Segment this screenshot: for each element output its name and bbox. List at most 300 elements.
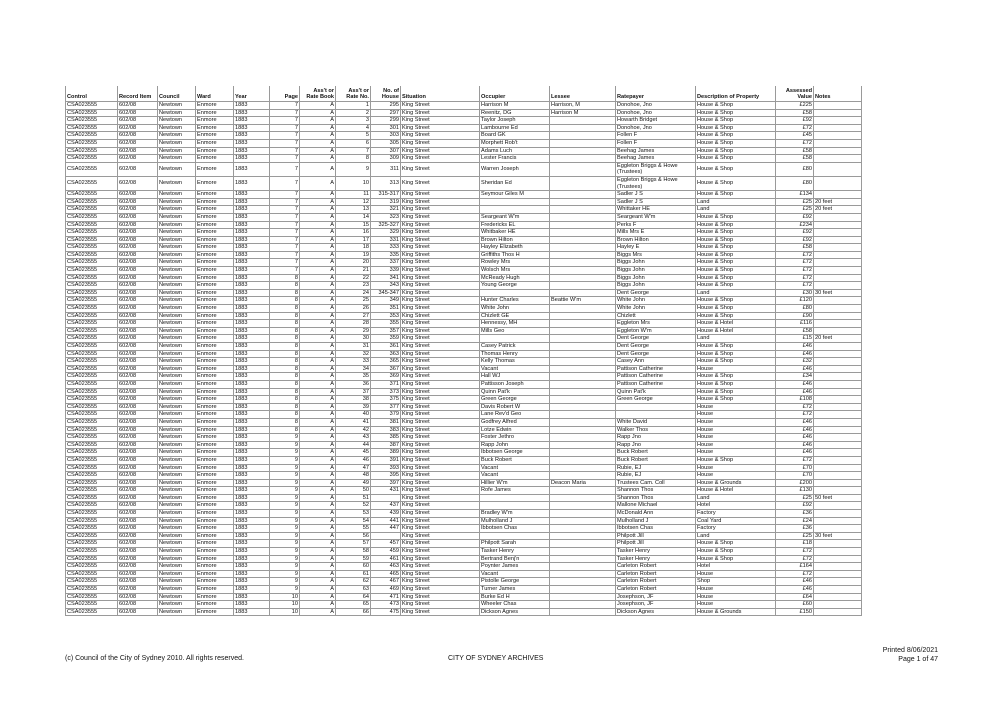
- table-cell: Newtown: [158, 608, 196, 616]
- table-cell: 602/08: [118, 403, 158, 411]
- table-cell: House & Shop: [696, 132, 776, 140]
- table-cell: 7: [270, 251, 300, 259]
- column-header: Situation: [401, 86, 480, 102]
- table-cell: Board GK: [480, 132, 550, 140]
- table-cell: CSA023555: [66, 282, 118, 290]
- table-cell: 7: [270, 132, 300, 140]
- table-cell: Biggs John: [616, 274, 696, 282]
- table-row: [66, 343, 862, 351]
- table-row: [66, 320, 862, 328]
- table-cell: £70: [776, 464, 814, 472]
- table-cell: 602/08: [118, 327, 158, 335]
- table-cell: 7: [270, 124, 300, 132]
- table-cell: 60: [336, 563, 371, 571]
- table-cell: House & Shop: [696, 244, 776, 252]
- table-cell: House & Hotel: [696, 487, 776, 495]
- table-cell: 389: [371, 449, 401, 457]
- table-cell: 1883: [234, 251, 270, 259]
- table-cell: 1883: [234, 274, 270, 282]
- table-cell: [550, 525, 616, 533]
- table-cell: Donohoe, Jno: [616, 124, 696, 132]
- table-cell: House & Shop: [696, 274, 776, 282]
- table-cell: 8: [270, 297, 300, 305]
- table-cell: [814, 320, 862, 328]
- table-cell: Newtown: [158, 139, 196, 147]
- table-cell: [550, 464, 616, 472]
- table-row: [66, 305, 862, 313]
- table-cell: House: [696, 441, 776, 449]
- table-cell: Hayley E: [616, 244, 696, 252]
- table-cell: Enmore: [196, 441, 234, 449]
- table-row: [66, 570, 862, 578]
- table-cell: 602/08: [118, 380, 158, 388]
- table-cell: Donohoe, Jno: [616, 102, 696, 110]
- table-cell: [371, 532, 401, 540]
- table-cell: 602/08: [118, 132, 158, 140]
- table-cell: 9: [270, 578, 300, 586]
- table-cell: £72: [776, 456, 814, 464]
- table-cell: White John: [480, 305, 550, 313]
- table-cell: King Street: [401, 267, 480, 275]
- table-cell: House: [696, 601, 776, 609]
- table-cell: [814, 601, 862, 609]
- table-cell: 602/08: [118, 510, 158, 518]
- table-cell: 9: [270, 456, 300, 464]
- table-cell: Eggleton Briggs & Howe (Trustees): [616, 176, 696, 190]
- table-cell: 8: [270, 396, 300, 404]
- table-cell: Newtown: [158, 162, 196, 176]
- table-cell: [550, 236, 616, 244]
- table-cell: Buck Robert: [480, 456, 550, 464]
- table-cell: [550, 274, 616, 282]
- table-cell: 1883: [234, 608, 270, 616]
- table-cell: A: [300, 570, 336, 578]
- table-cell: 8: [270, 274, 300, 282]
- table-cell: 602/08: [118, 388, 158, 396]
- table-cell: 49: [336, 479, 371, 487]
- table-cell: House: [696, 403, 776, 411]
- table-cell: Newtown: [158, 244, 196, 252]
- table-cell: Newtown: [158, 418, 196, 426]
- table-cell: Newtown: [158, 396, 196, 404]
- table-cell: Newtown: [158, 494, 196, 502]
- table-cell: [814, 373, 862, 381]
- table-cell: Dent George: [616, 335, 696, 343]
- table-cell: 4: [336, 124, 371, 132]
- table-cell: Godfrey Alfred: [480, 418, 550, 426]
- table-cell: 9: [270, 487, 300, 495]
- table-cell: 381: [371, 418, 401, 426]
- table-cell: King Street: [401, 132, 480, 140]
- table-cell: Enmore: [196, 487, 234, 495]
- table-cell: [550, 327, 616, 335]
- table-row: [66, 282, 862, 290]
- table-cell: King Street: [401, 176, 480, 190]
- table-cell: [480, 289, 550, 297]
- table-cell: 8: [270, 320, 300, 328]
- table-cell: House & Hotel: [696, 320, 776, 328]
- table-cell: Hall WJ: [480, 373, 550, 381]
- table-cell: CSA023555: [66, 305, 118, 313]
- table-cell: House: [696, 411, 776, 419]
- table-cell: Howarth Bridget: [616, 117, 696, 125]
- table-cell: 43: [336, 434, 371, 442]
- column-header: No. of House: [371, 86, 401, 102]
- table-cell: Young George: [480, 282, 550, 290]
- table-cell: Enmore: [196, 320, 234, 328]
- table-cell: 602/08: [118, 358, 158, 366]
- table-cell: House & Shop: [696, 312, 776, 320]
- table-cell: 602/08: [118, 191, 158, 199]
- table-cell: CSA023555: [66, 289, 118, 297]
- table-cell: A: [300, 229, 336, 237]
- table-cell: A: [300, 403, 336, 411]
- table-cell: King Street: [401, 327, 480, 335]
- table-cell: 48: [336, 472, 371, 480]
- table-cell: [814, 593, 862, 601]
- table-cell: CSA023555: [66, 472, 118, 480]
- table-cell: King Street: [401, 259, 480, 267]
- table-cell: Sadler J S: [616, 198, 696, 206]
- table-cell: 5: [336, 132, 371, 140]
- table-cell: CSA023555: [66, 350, 118, 358]
- table-cell: 371: [371, 380, 401, 388]
- table-cell: House & Shop: [696, 147, 776, 155]
- table-cell: 7: [270, 198, 300, 206]
- table-cell: King Street: [401, 244, 480, 252]
- column-header: Ass't or Rate Book: [300, 86, 336, 102]
- table-cell: Enmore: [196, 456, 234, 464]
- table-cell: [550, 289, 616, 297]
- table-cell: 9: [270, 434, 300, 442]
- table-cell: King Street: [401, 449, 480, 457]
- table-cell: [550, 251, 616, 259]
- table-cell: King Street: [401, 198, 480, 206]
- table-row: [66, 464, 862, 472]
- table-cell: Rowley Mrs: [480, 259, 550, 267]
- table-cell: Enmore: [196, 327, 234, 335]
- table-cell: 1883: [234, 586, 270, 594]
- table-cell: Dent George: [616, 343, 696, 351]
- table-cell: [814, 540, 862, 548]
- table-cell: 359: [371, 335, 401, 343]
- table-cell: 1883: [234, 388, 270, 396]
- table-cell: House & Shop: [696, 176, 776, 190]
- table-cell: 602/08: [118, 396, 158, 404]
- table-cell: Newtown: [158, 320, 196, 328]
- table-cell: Enmore: [196, 434, 234, 442]
- table-cell: Newtown: [158, 267, 196, 275]
- table-cell: Enmore: [196, 206, 234, 214]
- table-cell: [550, 586, 616, 594]
- table-cell: Newtown: [158, 327, 196, 335]
- table-cell: King Street: [401, 487, 480, 495]
- table-cell: CSA023555: [66, 259, 118, 267]
- table-cell: 7: [270, 102, 300, 110]
- table-cell: 29: [336, 327, 371, 335]
- table-cell: 18: [336, 244, 371, 252]
- table-cell: King Street: [401, 411, 480, 419]
- table-cell: [550, 388, 616, 396]
- table-cell: Enmore: [196, 297, 234, 305]
- table-cell: A: [300, 411, 336, 419]
- table-cell: King Street: [401, 343, 480, 351]
- table-cell: 602/08: [118, 221, 158, 229]
- table-cell: CSA023555: [66, 176, 118, 190]
- table-cell: Enmore: [196, 102, 234, 110]
- table-cell: [550, 343, 616, 351]
- table-cell: [814, 176, 862, 190]
- table-row: [66, 586, 862, 594]
- table-cell: [550, 548, 616, 556]
- table-cell: £72: [776, 282, 814, 290]
- table-cell: 602/08: [118, 251, 158, 259]
- table-cell: [550, 155, 616, 163]
- table-cell: Hotel: [696, 563, 776, 571]
- table-cell: A: [300, 191, 336, 199]
- table-cell: House & Shop: [696, 139, 776, 147]
- table-cell: Enmore: [196, 608, 234, 616]
- table-cell: Newtown: [158, 297, 196, 305]
- table-cell: Newtown: [158, 426, 196, 434]
- table-cell: £70: [776, 472, 814, 480]
- table-cell: A: [300, 274, 336, 282]
- table-cell: CSA023555: [66, 593, 118, 601]
- table-cell: Enmore: [196, 343, 234, 351]
- table-cell: £24: [776, 517, 814, 525]
- table-cell: A: [300, 206, 336, 214]
- table-cell: A: [300, 449, 336, 457]
- table-cell: King Street: [401, 305, 480, 313]
- table-cell: Hayley Elizabeth: [480, 244, 550, 252]
- table-cell: A: [300, 132, 336, 140]
- table-cell: £34: [776, 373, 814, 381]
- table-cell: 1883: [234, 343, 270, 351]
- table-cell: CSA023555: [66, 191, 118, 199]
- table-cell: 1883: [234, 464, 270, 472]
- table-cell: 7: [270, 176, 300, 190]
- table-cell: Buck Robert: [616, 456, 696, 464]
- column-header: Lessee: [550, 86, 616, 102]
- table-cell: Newtown: [158, 548, 196, 556]
- table-cell: 40: [336, 411, 371, 419]
- table-cell: Newtown: [158, 479, 196, 487]
- table-cell: [480, 198, 550, 206]
- table-cell: Trustees Cam. Coll: [616, 479, 696, 487]
- table-cell: [550, 213, 616, 221]
- table-cell: White John: [616, 297, 696, 305]
- table-cell: £46: [776, 578, 814, 586]
- table-cell: 602/08: [118, 259, 158, 267]
- table-cell: 8: [270, 380, 300, 388]
- table-cell: 28: [336, 320, 371, 328]
- table-cell: Enmore: [196, 517, 234, 525]
- table-cell: [814, 117, 862, 125]
- table-cell: A: [300, 305, 336, 313]
- table-cell: 325-327: [371, 221, 401, 229]
- table-cell: 7: [270, 147, 300, 155]
- table-cell: [550, 358, 616, 366]
- table-cell: [814, 132, 862, 140]
- table-cell: CSA023555: [66, 548, 118, 556]
- table-cell: A: [300, 396, 336, 404]
- table-cell: 1883: [234, 532, 270, 540]
- table-cell: House: [696, 426, 776, 434]
- table-cell: 469: [371, 586, 401, 594]
- table-row: [66, 411, 862, 419]
- table-cell: [550, 472, 616, 480]
- table-cell: Shannon Thos: [616, 494, 696, 502]
- table-cell: A: [300, 532, 336, 540]
- table-cell: 7: [270, 206, 300, 214]
- table-cell: Enmore: [196, 289, 234, 297]
- table-cell: 473: [371, 601, 401, 609]
- table-cell: King Street: [401, 479, 480, 487]
- table-cell: CSA023555: [66, 320, 118, 328]
- table-cell: 9: [270, 517, 300, 525]
- table-cell: 33: [336, 358, 371, 366]
- table-cell: 35: [336, 373, 371, 381]
- table-cell: CSA023555: [66, 343, 118, 351]
- table-cell: Rapp Jno: [616, 441, 696, 449]
- table-cell: CSA023555: [66, 213, 118, 221]
- table-cell: £80: [776, 162, 814, 176]
- table-cell: 602/08: [118, 517, 158, 525]
- table-cell: Davis Robert W: [480, 403, 550, 411]
- table-cell: A: [300, 487, 336, 495]
- table-cell: Carleton Robert: [616, 570, 696, 578]
- table-cell: 56: [336, 532, 371, 540]
- table-cell: House & Grounds: [696, 479, 776, 487]
- table-cell: [814, 274, 862, 282]
- table-cell: Enmore: [196, 373, 234, 381]
- table-cell: £25: [776, 494, 814, 502]
- table-cell: £72: [776, 259, 814, 267]
- table-cell: 391: [371, 456, 401, 464]
- table-cell: A: [300, 267, 336, 275]
- table-cell: 9: [270, 502, 300, 510]
- table-cell: McReady Hugh: [480, 274, 550, 282]
- table-cell: 602/08: [118, 555, 158, 563]
- table-cell: House & Shop: [696, 456, 776, 464]
- table-cell: 602/08: [118, 206, 158, 214]
- table-cell: CSA023555: [66, 411, 118, 419]
- table-cell: [550, 373, 616, 381]
- table-cell: 1883: [234, 479, 270, 487]
- table-cell: Turner James: [480, 586, 550, 594]
- table-cell: A: [300, 327, 336, 335]
- table-cell: CSA023555: [66, 124, 118, 132]
- table-cell: Sheridan Ed: [480, 176, 550, 190]
- table-row: [66, 479, 862, 487]
- table-cell: Newtown: [158, 147, 196, 155]
- table-cell: 441: [371, 517, 401, 525]
- table-cell: CSA023555: [66, 570, 118, 578]
- table-cell: CSA023555: [66, 139, 118, 147]
- table-cell: Philpott Jill: [616, 532, 696, 540]
- table-cell: Enmore: [196, 350, 234, 358]
- table-cell: Beattie W'm: [550, 297, 616, 305]
- table-cell: [550, 244, 616, 252]
- table-cell: King Street: [401, 570, 480, 578]
- table-cell: [814, 472, 862, 480]
- table-cell: Land: [696, 335, 776, 343]
- table-cell: CSA023555: [66, 517, 118, 525]
- table-cell: Chizlett: [616, 312, 696, 320]
- table-cell: 602/08: [118, 320, 158, 328]
- table-cell: 463: [371, 563, 401, 571]
- table-cell: A: [300, 373, 336, 381]
- table-cell: CSA023555: [66, 525, 118, 533]
- table-cell: Newtown: [158, 601, 196, 609]
- table-cell: House & Shop: [696, 251, 776, 259]
- table-cell: 8: [270, 282, 300, 290]
- table-cell: 1883: [234, 434, 270, 442]
- table-cell: Enmore: [196, 221, 234, 229]
- table-cell: House & Shop: [696, 124, 776, 132]
- table-cell: Green George: [616, 396, 696, 404]
- table-cell: CSA023555: [66, 206, 118, 214]
- table-cell: Dickson Agnes: [480, 608, 550, 616]
- table-cell: Kelly Thomas: [480, 358, 550, 366]
- table-cell: 602/08: [118, 411, 158, 419]
- table-cell: A: [300, 139, 336, 147]
- table-cell: £64: [776, 593, 814, 601]
- table-cell: A: [300, 147, 336, 155]
- table-cell: 351: [371, 305, 401, 313]
- assessment-table: [65, 86, 862, 616]
- table-cell: Josephson, JF: [616, 601, 696, 609]
- table-cell: House & Shop: [696, 282, 776, 290]
- table-cell: CSA023555: [66, 601, 118, 609]
- table-cell: £92: [776, 502, 814, 510]
- table-cell: Beehag James: [616, 155, 696, 163]
- table-cell: A: [300, 282, 336, 290]
- table-cell: A: [300, 510, 336, 518]
- table-cell: Taylor Joseph: [480, 117, 550, 125]
- table-cell: 602/08: [118, 563, 158, 571]
- table-cell: Buck Robert: [616, 449, 696, 457]
- table-cell: King Street: [401, 608, 480, 616]
- table-cell: [814, 403, 862, 411]
- table-cell: Factory: [696, 510, 776, 518]
- table-body: [66, 102, 862, 616]
- table-cell: 341: [371, 274, 401, 282]
- table-cell: 7: [270, 244, 300, 252]
- table-cell: A: [300, 464, 336, 472]
- table-cell: [550, 380, 616, 388]
- table-cell: CSA023555: [66, 358, 118, 366]
- table-cell: 602/08: [118, 147, 158, 155]
- table-cell: 305: [371, 139, 401, 147]
- table-cell: Adams Luch: [480, 147, 550, 155]
- table-cell: 1883: [234, 380, 270, 388]
- table-cell: £58: [776, 109, 814, 117]
- table-cell: Bradley W'm: [480, 510, 550, 518]
- table-cell: £108: [776, 396, 814, 404]
- column-header: Year: [234, 86, 270, 102]
- table-cell: A: [300, 259, 336, 267]
- table-cell: 602/08: [118, 312, 158, 320]
- table-row: [66, 267, 862, 275]
- table-cell: Brown Hilton: [480, 236, 550, 244]
- table-cell: Newtown: [158, 472, 196, 480]
- table-cell: Newtown: [158, 434, 196, 442]
- table-cell: 1883: [234, 102, 270, 110]
- table-cell: Harrison, M: [550, 102, 616, 110]
- table-cell: [814, 221, 862, 229]
- table-cell: [371, 494, 401, 502]
